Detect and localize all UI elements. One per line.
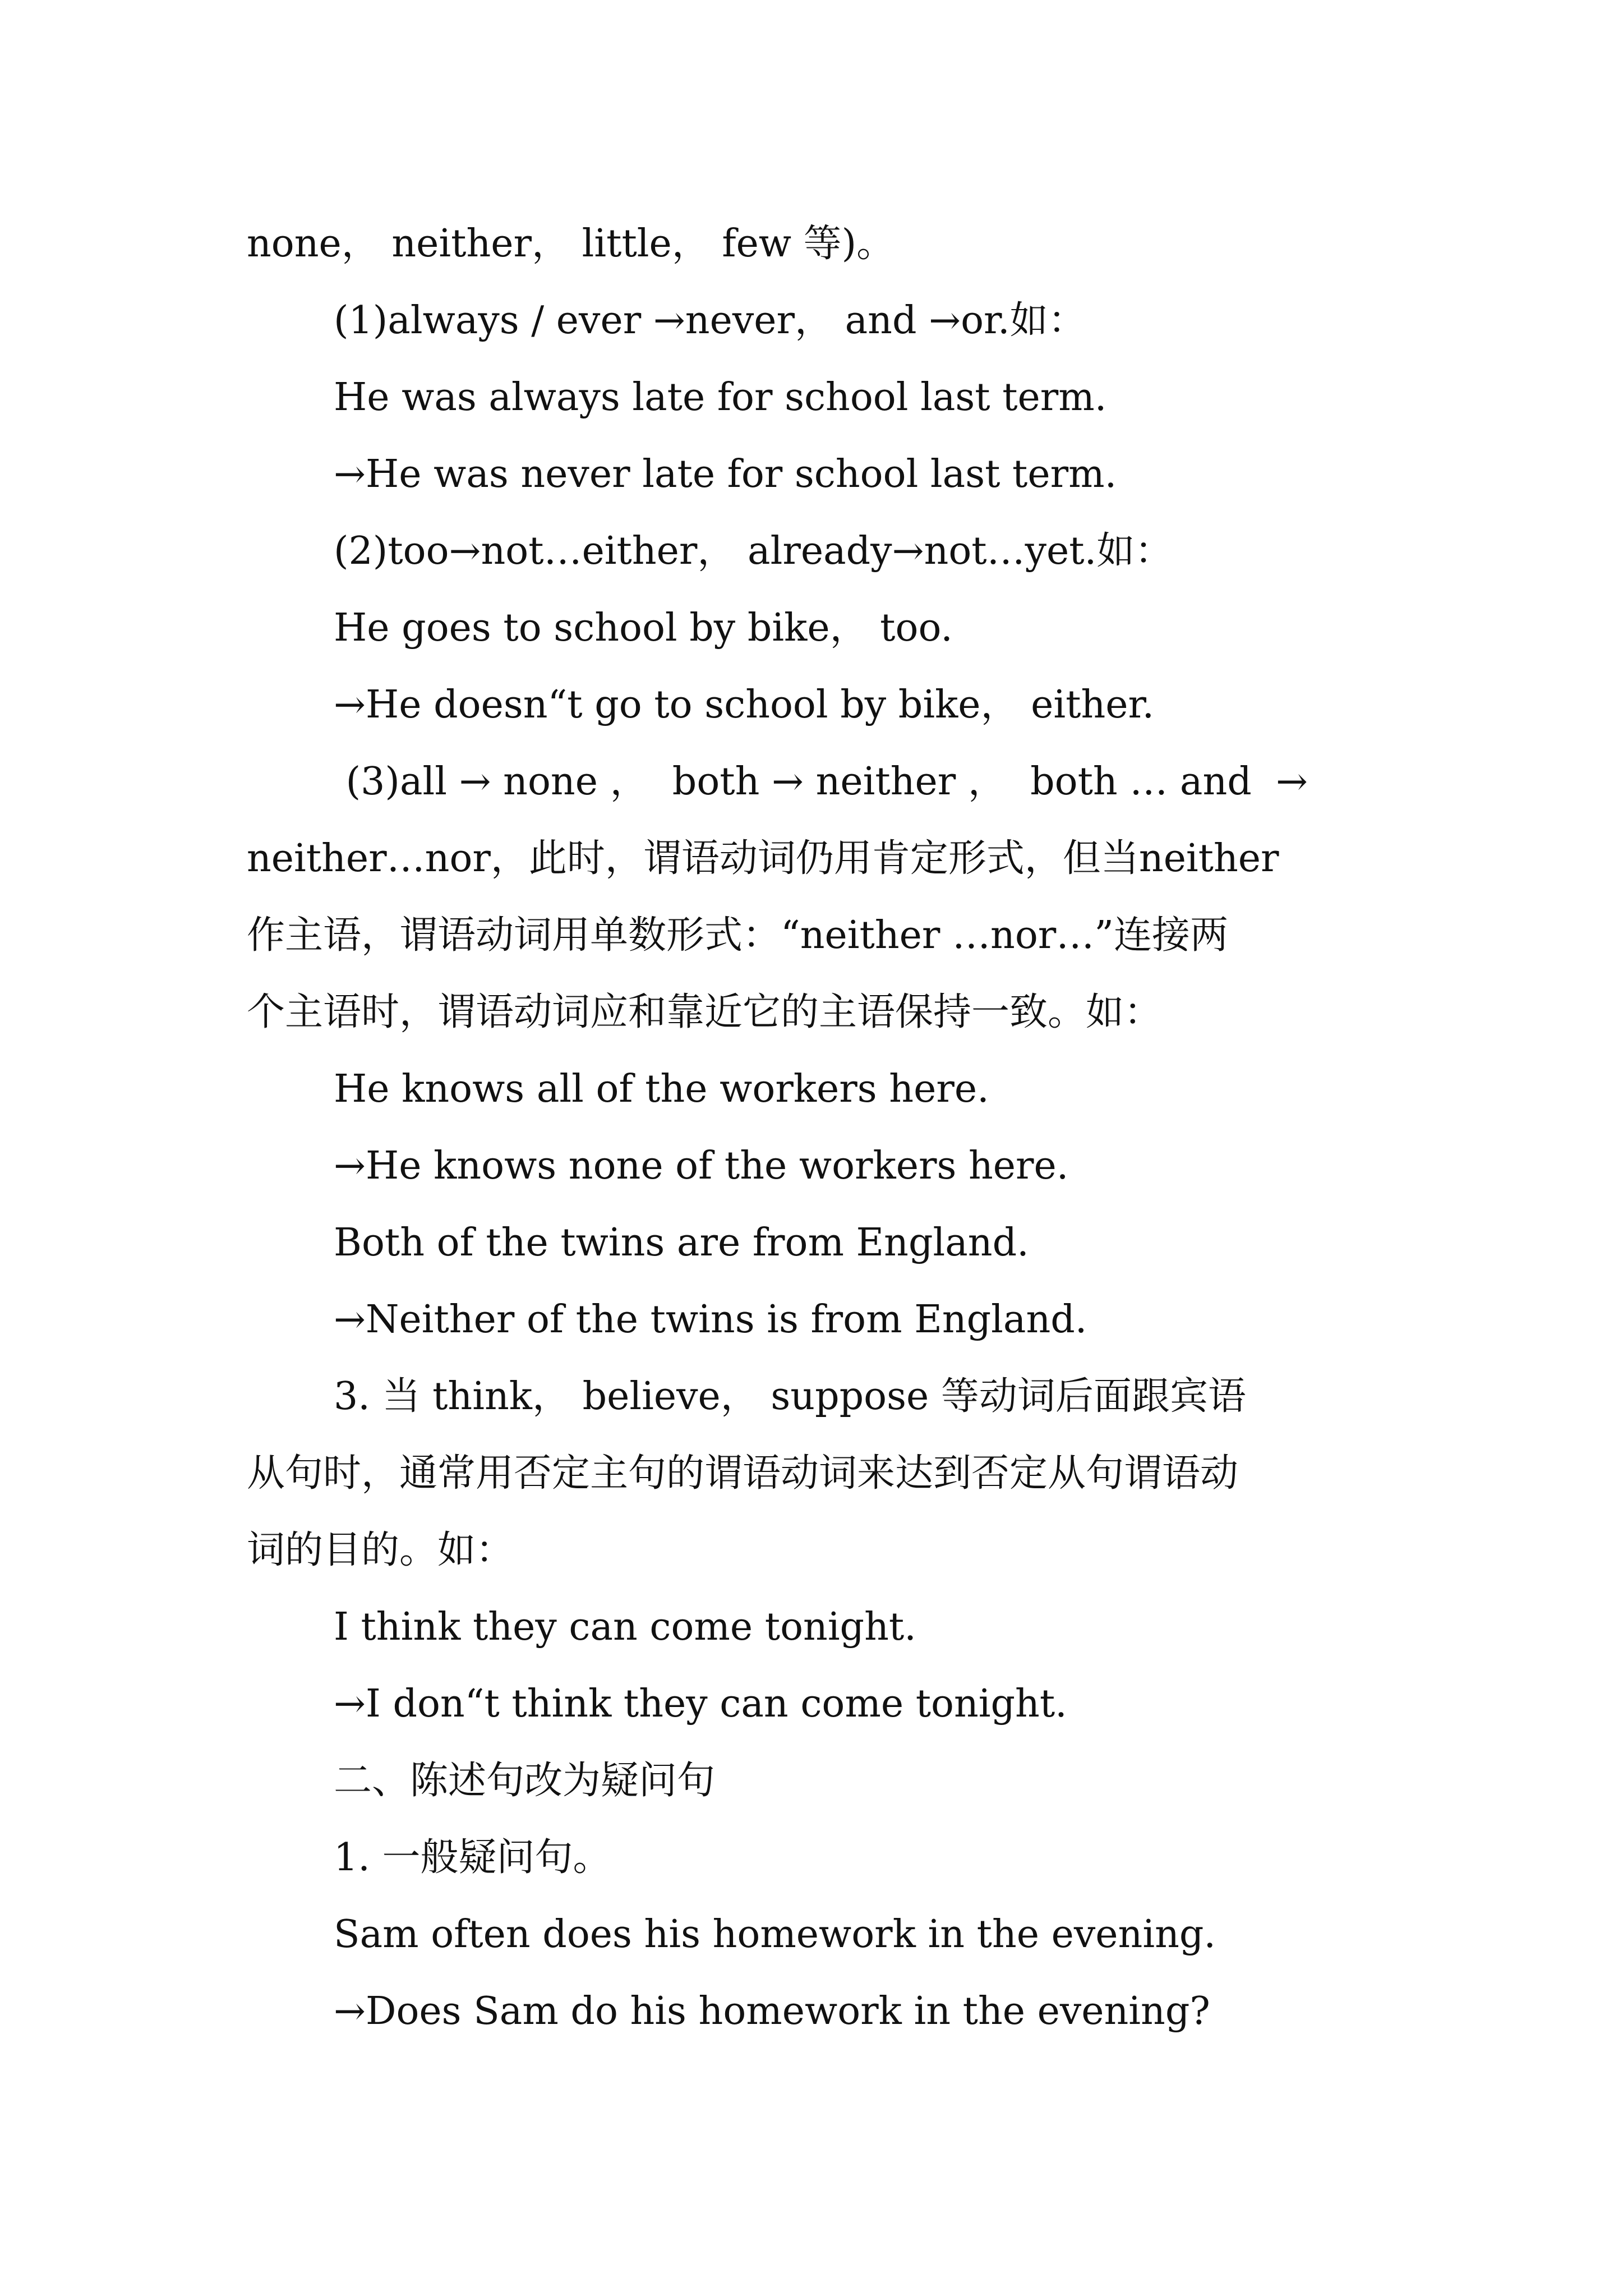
text-line-14: Both of the twins are from England. <box>334 1221 1029 1265</box>
text-line-3: He was always late for school last term. <box>334 375 1107 420</box>
text-line-6: He goes to school by bike， too. <box>334 606 953 650</box>
text-line-2: (1)always / ever →never， and →or.如： <box>334 298 1086 343</box>
text-line-24: →Does Sam do his homework in the evening? <box>334 1989 1210 2033</box>
text-line-17: 从句时，通常用否定主句的谓语动词来达到否定从句谓语动 <box>247 1451 1239 1496</box>
text-line-5: (2)too→not…either， already→not…yet.如： <box>334 529 1173 573</box>
text-line-10: 作主语，谓语动词用单数形式：“neither …nor…”连接两 <box>247 913 1229 958</box>
text-line-11: 个主语时，谓语动词应和靠近它的主语保持一致。如： <box>247 990 1163 1034</box>
section-heading: 二、陈述句改为疑问句 <box>334 1759 716 1803</box>
text-line-20: →I don“t think they can come tonight. <box>334 1682 1067 1726</box>
text-line-18: 词的目的。如： <box>247 1528 514 1572</box>
text-line-4: →He was never late for school last term. <box>334 452 1117 496</box>
text-line-23: Sam often does his homework in the evening. <box>334 1912 1216 1957</box>
text-line-7: →He doesn“t go to school by bike， either. <box>334 683 1155 727</box>
text-line-19: I think they can come tonight. <box>334 1605 916 1649</box>
subsection-heading: 1. 一般疑问句。 <box>334 1835 611 1880</box>
text-line-15: →Neither of the twins is from England. <box>334 1297 1087 1342</box>
text-line-8: (3)all → none ， both → neither ， both … and → <box>334 760 1308 804</box>
text-line-1: none， neither， little， few 等)。 <box>247 222 895 266</box>
text-line-12: He knows all of the workers here. <box>334 1067 989 1111</box>
text-line-9: neither…nor，此时，谓语动词仍用肯定形式，但当neither <box>247 836 1279 881</box>
text-line-13: →He knows none of the workers here. <box>334 1144 1069 1188</box>
text-line-16: 3. 当 think， believe， suppose 等动词后面跟宾语 <box>334 1374 1246 1419</box>
